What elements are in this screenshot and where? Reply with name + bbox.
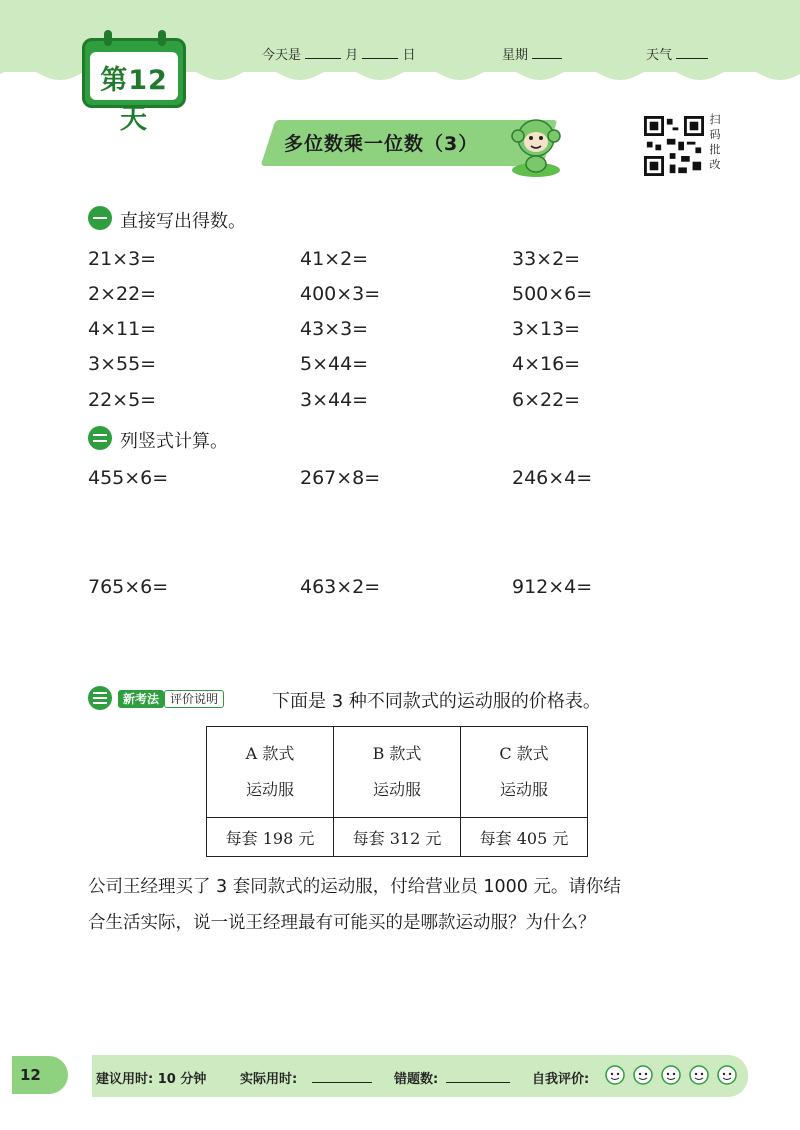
monkey-mascot-icon: [506, 112, 566, 180]
problem-item: 455×6=: [88, 467, 169, 489]
weather-field: [646, 44, 708, 63]
rating-face-icon[interactable]: [604, 1064, 626, 1086]
price-cell: 每套 405 元: [461, 818, 588, 857]
weekday-label: 星期: [502, 48, 529, 63]
problem-item: 3×13=: [512, 318, 581, 340]
problem-item: 22×5=: [88, 389, 157, 411]
calendar-ring-icon: [158, 30, 166, 46]
section-three-icon: [88, 686, 112, 710]
rating-face-icon[interactable]: [632, 1064, 654, 1086]
rating-face-icon[interactable]: [716, 1064, 738, 1086]
table-row: [207, 818, 588, 857]
problem-item: 3×55=: [88, 353, 157, 375]
rating-face-icon[interactable]: [688, 1064, 710, 1086]
price-table: [206, 726, 588, 857]
page-number: 12: [20, 1066, 41, 1084]
section-one-icon: [88, 206, 112, 230]
scan-char: 批: [709, 143, 721, 156]
style-type: 运动服: [245, 780, 294, 799]
scan-to-grade-label: [706, 112, 724, 172]
scan-char: 扫: [709, 113, 721, 126]
section-two-title: 列竖式计算。: [120, 431, 228, 452]
style-name: C 款式: [499, 744, 549, 763]
new-method-tag: 新考法: [118, 690, 164, 708]
weekday-blank[interactable]: [532, 46, 562, 59]
problem-item: 4×11=: [88, 318, 157, 340]
month-label: 月: [345, 48, 359, 63]
style-type: 运动服: [499, 780, 548, 799]
section-two-icon: [88, 426, 112, 450]
question-text-line1: 公司王经理买了 3 套同款式的运动服，付给营业员 1000 元。请你结: [88, 877, 621, 897]
self-evaluation-label: 自我评价:: [532, 1072, 590, 1087]
problem-item: 43×3=: [300, 318, 369, 340]
problem-item: 41×2=: [300, 248, 369, 270]
rating-face-icon[interactable]: [660, 1064, 682, 1086]
weather-blank[interactable]: [676, 46, 708, 59]
style-name: A 款式: [245, 744, 295, 763]
problem-item: 4×16=: [512, 353, 581, 375]
style-name: B 款式: [372, 744, 422, 763]
problem-item: 6×22=: [512, 389, 581, 411]
scan-char: 改: [709, 158, 721, 171]
qr-code-icon[interactable]: [644, 116, 704, 176]
actual-time-label: 实际用时:: [240, 1072, 298, 1087]
table-cell: [461, 727, 588, 818]
table-cell: [334, 727, 461, 818]
problem-item: 5×44=: [300, 353, 369, 375]
style-type: 运动服: [372, 780, 421, 799]
section-one-title: 直接写出得数。: [120, 211, 246, 232]
error-count-label: 错题数:: [394, 1072, 439, 1087]
table-row: [207, 727, 588, 818]
problem-item: 246×4=: [512, 467, 593, 489]
evaluation-note-tag[interactable]: 评价说明: [164, 690, 224, 708]
question-text-line2: 合生活实际，说一说王经理最有可能买的是哪款运动服？为什么？: [88, 913, 596, 933]
problem-item: 912×4=: [512, 576, 593, 598]
calendar-ring-icon: [104, 30, 112, 46]
date-field: [262, 44, 416, 63]
problem-item: 2×22=: [88, 283, 157, 305]
problem-item: 500×6=: [512, 283, 593, 305]
weather-label: 天气: [646, 48, 673, 63]
problem-item: 463×2=: [300, 576, 381, 598]
table-cell: [207, 727, 334, 818]
day-label: 第12天: [100, 65, 168, 135]
error-count-blank[interactable]: [446, 1082, 510, 1083]
problem-item: 267×8=: [300, 467, 381, 489]
actual-time-blank[interactable]: [312, 1082, 372, 1083]
today-label: 今天是: [262, 48, 302, 63]
section-three-tags: [118, 688, 224, 707]
weekday-field: [502, 44, 562, 63]
day-label-text: 日: [402, 48, 416, 63]
problem-item: 3×44=: [300, 389, 369, 411]
suggested-time: 建议用时: 10 分钟: [96, 1072, 207, 1087]
price-cell: 每套 312 元: [334, 818, 461, 857]
problem-item: 21×3=: [88, 248, 157, 270]
day-blank[interactable]: [362, 46, 398, 59]
month-blank[interactable]: [305, 46, 341, 59]
problem-item: 765×6=: [88, 576, 169, 598]
section-three-title: 下面是 3 种不同款式的运动服的价格表。: [272, 691, 601, 712]
problem-item: 400×3=: [300, 283, 381, 305]
scan-char: 码: [709, 128, 721, 141]
price-cell: 每套 198 元: [207, 818, 334, 857]
problem-item: 33×2=: [512, 248, 581, 270]
page-title: 多位数乘一位数（3）: [284, 133, 479, 155]
